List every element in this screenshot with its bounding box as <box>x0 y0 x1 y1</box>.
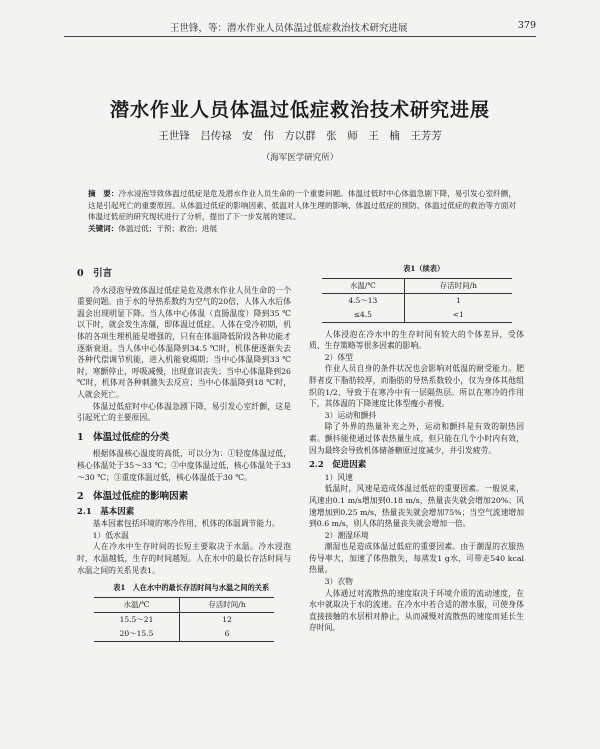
header-rule <box>64 36 536 37</box>
abstract <box>88 188 516 223</box>
section-0-heading: 0 引言 <box>77 268 113 279</box>
table-header-cell: 水温/℃ <box>123 600 150 610</box>
table-cell: ≤4.5 <box>353 309 372 319</box>
table-1 <box>94 597 274 642</box>
abstract-text: 冷水浸泡导致体温过低症是危及潜水作业人员生命的一个重要问题。体温过低时中心体温急剧下降，易引发心室纤颤，这是引起死亡的重要原因。从体温过低症的影响因素、低温对人体生理的影响、体温过低症的预防、体温过低症的救治等方面对体温过低症的研究现状进行了分析，提出了下一步发展的建议。 <box>88 189 516 222</box>
item-body-type: 2）体型 <box>324 352 353 362</box>
table-row <box>94 627 274 642</box>
table-cell: 20～15.5 <box>119 629 154 639</box>
section-2-heading: 2 体温过低症的影响因素 <box>77 491 189 503</box>
humidity-paragraph: 潮湿也是造成体温过低症的重要因素。由于潮湿的衣服热传导率大，加速了体热散失，每蒸发1 g水，可带走540 kcal热量。 <box>309 542 524 575</box>
item-wind-speed: 1）风速 <box>324 472 353 482</box>
table-cell: 12 <box>179 612 274 627</box>
survival-variation-paragraph: 人体浸泡在冷水中的生存时间有较大的个体差异，受体质、生存策略等很多因素的影响。 <box>309 329 524 351</box>
table-cell: 15.5～21 <box>119 615 154 625</box>
table-header-row <box>94 597 274 612</box>
item-low-water-temp: 1）低水温 <box>92 530 129 540</box>
abstract-block <box>88 188 516 234</box>
item-exercise-shivering: 3）运动和颤抖 <box>324 410 377 420</box>
clothing-paragraph: 人体通过对流散热的速度取决于环境介质的流动速度，在水中就取决于水的流速。在冷水中若合适的潜水服，可使身体直接接触的水层相对静止，从而减慢对流散热的速度而延长生存时间。 <box>309 588 524 633</box>
table-1-caption: 表1 人在水中的最长存活时间与水温之间的关系 <box>113 583 270 593</box>
table-cell: 1 <box>405 293 512 308</box>
table-cell: <1 <box>405 308 512 323</box>
table-header-cell: 水温/℃ <box>349 280 376 290</box>
author-list: 王世锋 吕传禄 安 伟 方以群 张 师 王 楠 王芳芳 <box>158 130 442 142</box>
water-temp-paragraph: 人在冷水中生存时间的长短主要取决于水温。冷水浸泡时，水温越低，生存的时间越短。人在水中的最长存活时间与水温之间的关系见表1。 <box>77 542 291 575</box>
table-header-row <box>322 278 512 293</box>
intro-paragraph-2: 体温过低症时中心体温急剧下降，易引发心室纤颤，这是引起死亡的主要原因。 <box>77 401 291 423</box>
item-humid-environment: 2）潮湿环境 <box>324 530 369 540</box>
running-title: 王世锋，等：潜水作业人员体温过低症救治技术研究进展 <box>170 23 408 34</box>
table-cell: 4.5～13 <box>348 295 378 305</box>
section-2-2-heading: 2.2 促进因素 <box>309 460 367 471</box>
classification-paragraph: 根据体温核心温度的高低，可以分为：①轻度体温过低，核心体温处于35～33 ℃；②中度体温过低，核心体温处于33～30 ℃；③重度体温过低，核心体温低于30 ℃。 <box>77 449 291 482</box>
section-1-heading: 1 体温过低症的分类 <box>77 431 170 443</box>
table-header-cell: 存活时间/h <box>179 597 274 612</box>
table-row <box>322 308 512 323</box>
basic-factors-paragraph: 基本因素包括环境的寒冷作用、机体的体温调节能力。 <box>92 519 280 529</box>
table-header-cell: 存活时间/h <box>405 278 512 293</box>
paper-title: 潜水作业人员体温过低症救治技术研究进展 <box>109 99 490 121</box>
table-row <box>94 612 274 627</box>
keywords-text: 体温过低；干预；救治；进展 <box>118 223 218 233</box>
abstract-label: 摘 要： <box>88 189 119 198</box>
left-column <box>77 268 291 642</box>
keywords <box>88 223 516 235</box>
table-cell: 6 <box>179 627 274 642</box>
page-number: 379 <box>517 20 536 31</box>
right-column <box>309 263 524 634</box>
item-clothing: 3）衣物 <box>324 577 353 587</box>
table-1-continued-caption: 表1（续表） <box>403 264 445 273</box>
exercise-paragraph: 除了外界的热量补充之外，运动和颤抖是有效的制热因素。颤抖能使通过体表热量生成，但只能在几个小时内有效，因为最终会导致机体储备糖原过度减少，并引发疲劳。 <box>309 422 524 455</box>
affiliation: （海军医学研究所） <box>261 153 339 163</box>
keywords-label: 关键词： <box>88 223 119 233</box>
table-1-continued <box>322 278 512 323</box>
wind-speed-paragraph: 低温时，风速是造成体温过低症的重要因素。一般说来，风速由0.1 m/s增加到0.18 m/s，热量丧失就会增加20%；风速增加到0.25 m/s，热量丧失就会增加75%；当空气流速增加到0.6 m/s，则人体的热量丧失就会增加一倍。 <box>309 484 524 529</box>
intro-paragraph-1: 冷水浸泡导致体温过低症是危及潜水作业人员生命的一个重要问题。由于水的导热系数约为空气的20倍，人体入水后体温会出现明显下降。当人体中心体温（直肠温度）降到35 ℃以下时，就会发生冻僵，即体温过低症。人体在受冷初期，机体的各项生理机能是增强的，只有在体温降低阶段各种功能才逐渐衰退。当人体中心体温降到34.5 ℃时，机体便逐渐失去各种代偿调节机能，进入机能衰竭期；当中心体温降到33 ℃时，寒颤停止，呼吸减慢，出现意识丧失；当中心体温降到26 ℃时，机体对各种刺激失去反应；当中心体温降到18 ℃时，人就会死亡。 <box>77 285 291 399</box>
table-row <box>322 293 512 308</box>
section-2-1-heading: 2.1 基本因素 <box>77 506 135 517</box>
body-type-paragraph: 作业人员自身的条件状况也会影响对低温的耐受能力。肥胖者皮下脂肪较厚，而脂肪的导热系数较小，仅为身体其他组织的1/2，导致于在寒冷中有一层隔热层。所以在寒冷的作用下，其体温的下降速度比体型瘦小者慢。 <box>309 364 524 409</box>
